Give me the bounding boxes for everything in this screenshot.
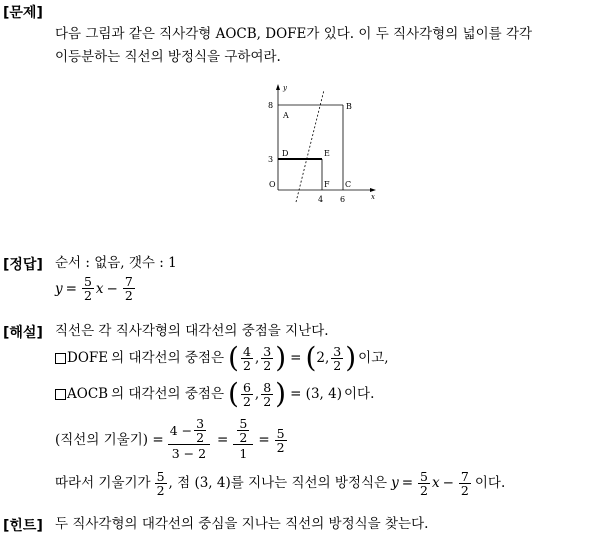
answer-minus: −: [106, 280, 118, 297]
dofe-frac-1: $\frac{4}{2}$: [242, 343, 251, 373]
tick-6-label: 6: [340, 195, 346, 204]
dofe-tail: 이고,: [358, 350, 389, 366]
solution-tag: [해설]: [3, 325, 43, 341]
x-axis-label: x: [371, 193, 375, 201]
aocb-frac-1: $\frac{6}{2}$: [242, 379, 251, 409]
answer-equation: [55, 275, 137, 302]
answer-tag: [정답]: [3, 257, 43, 273]
slope-mid-frac: $\frac{\frac{5}{2}}{1}$: [233, 417, 253, 463]
problem-line-2: 이등분하는 직선의 방정식을 구하여라.: [55, 49, 281, 65]
aocb-name: AOCB: [67, 386, 109, 402]
y-axis-label: y: [283, 84, 287, 92]
solution-dofe-line: DOFE 의 대각선의 중점은 ( $\frac{4}{2}$ , $\frac{3}{2}$ ) = ( 2, $\frac{3}{2}$ ) 이고,: [55, 340, 389, 376]
bisecting-line: [296, 90, 324, 202]
answer-eq: =: [65, 280, 77, 297]
aocb-tail: 이다.: [343, 386, 375, 402]
dofe-text: 의 대각선의 중점은: [111, 350, 225, 366]
slope-label: (직선의 기울기) =: [55, 432, 164, 448]
answer-x: x: [95, 280, 104, 297]
point-C-label: C: [345, 180, 352, 189]
aocb-result: = (3, 4): [290, 386, 342, 402]
tick-8-label: 8: [268, 101, 274, 110]
point-E-label: E: [324, 149, 330, 158]
solution-line-1: 직선은 각 직사각형의 대각선의 중점을 지난다.: [55, 323, 329, 339]
y-axis-arrow: [276, 84, 280, 90]
slope-result-frac: $\frac{5}{2}$: [276, 425, 285, 455]
hint-text: 두 직사각형의 대각선의 중심을 지나는 직선의 방정식을 찾는다.: [55, 516, 429, 532]
aocb-frac-2: $\frac{8}{2}$: [263, 379, 272, 409]
dofe-name: DOFE: [67, 350, 109, 366]
point-B-label: B: [346, 102, 352, 111]
tick-4-label: 4: [318, 195, 324, 204]
problem-line-1: 다음 그림과 같은 직사각형 AOCB, DOFE가 있다. 이 두 직사각형의 넓이를 각각: [55, 26, 533, 42]
square-icon: [55, 353, 66, 364]
solution-slope-line: (직선의 기울기) = 4 − $\frac{3}{2}$ 3 − 2 = $\frac{\frac{5}{2}}{1}$ = $\frac{5}{2}$: [55, 416, 285, 461]
hint-tag: [힌트]: [3, 518, 43, 534]
answer-line-1: 순서 : 없음, 갯수 : 1: [55, 255, 177, 271]
point-F-label: F: [324, 180, 330, 189]
rectangle-figure: [255, 78, 385, 208]
answer-y: y: [55, 280, 63, 297]
dofe-mid-a: 2,: [316, 350, 330, 366]
solution-final-line: 따라서 기울기가 $\frac{5}{2}$ , 점 (3, 4)를 지나는 직선의 방정식은 y = $\frac{5}{2}$ x − $\frac{7}{2}$ 이다.: [55, 468, 506, 498]
origin-label: O: [269, 180, 276, 189]
dofe-frac-2: $\frac{3}{2}$: [263, 343, 272, 373]
solution-aocb-line: AOCB 의 대각선의 중점은 ( $\frac{6}{2}$ , $\frac{8}{2}$ ) = (3, 4) 이다.: [55, 376, 374, 412]
square-icon: [55, 389, 66, 400]
dofe-frac-3: $\frac{3}{2}$: [333, 343, 342, 373]
slope-big-frac: 4 − $\frac{3}{2}$ 3 − 2: [168, 417, 210, 463]
answer-frac-1: $\frac{5}{2}$: [83, 274, 92, 303]
dofe-eq: =: [290, 350, 302, 366]
problem-tag: [문제]: [3, 5, 43, 21]
tick-3-label: 3: [268, 155, 274, 164]
x-axis-arrow: [370, 188, 376, 192]
point-A-label: A: [283, 111, 289, 120]
answer-frac-2: $\frac{7}{2}$: [124, 274, 133, 303]
aocb-text: 의 대각선의 중점은: [111, 386, 224, 402]
point-D-label: D: [282, 149, 289, 158]
